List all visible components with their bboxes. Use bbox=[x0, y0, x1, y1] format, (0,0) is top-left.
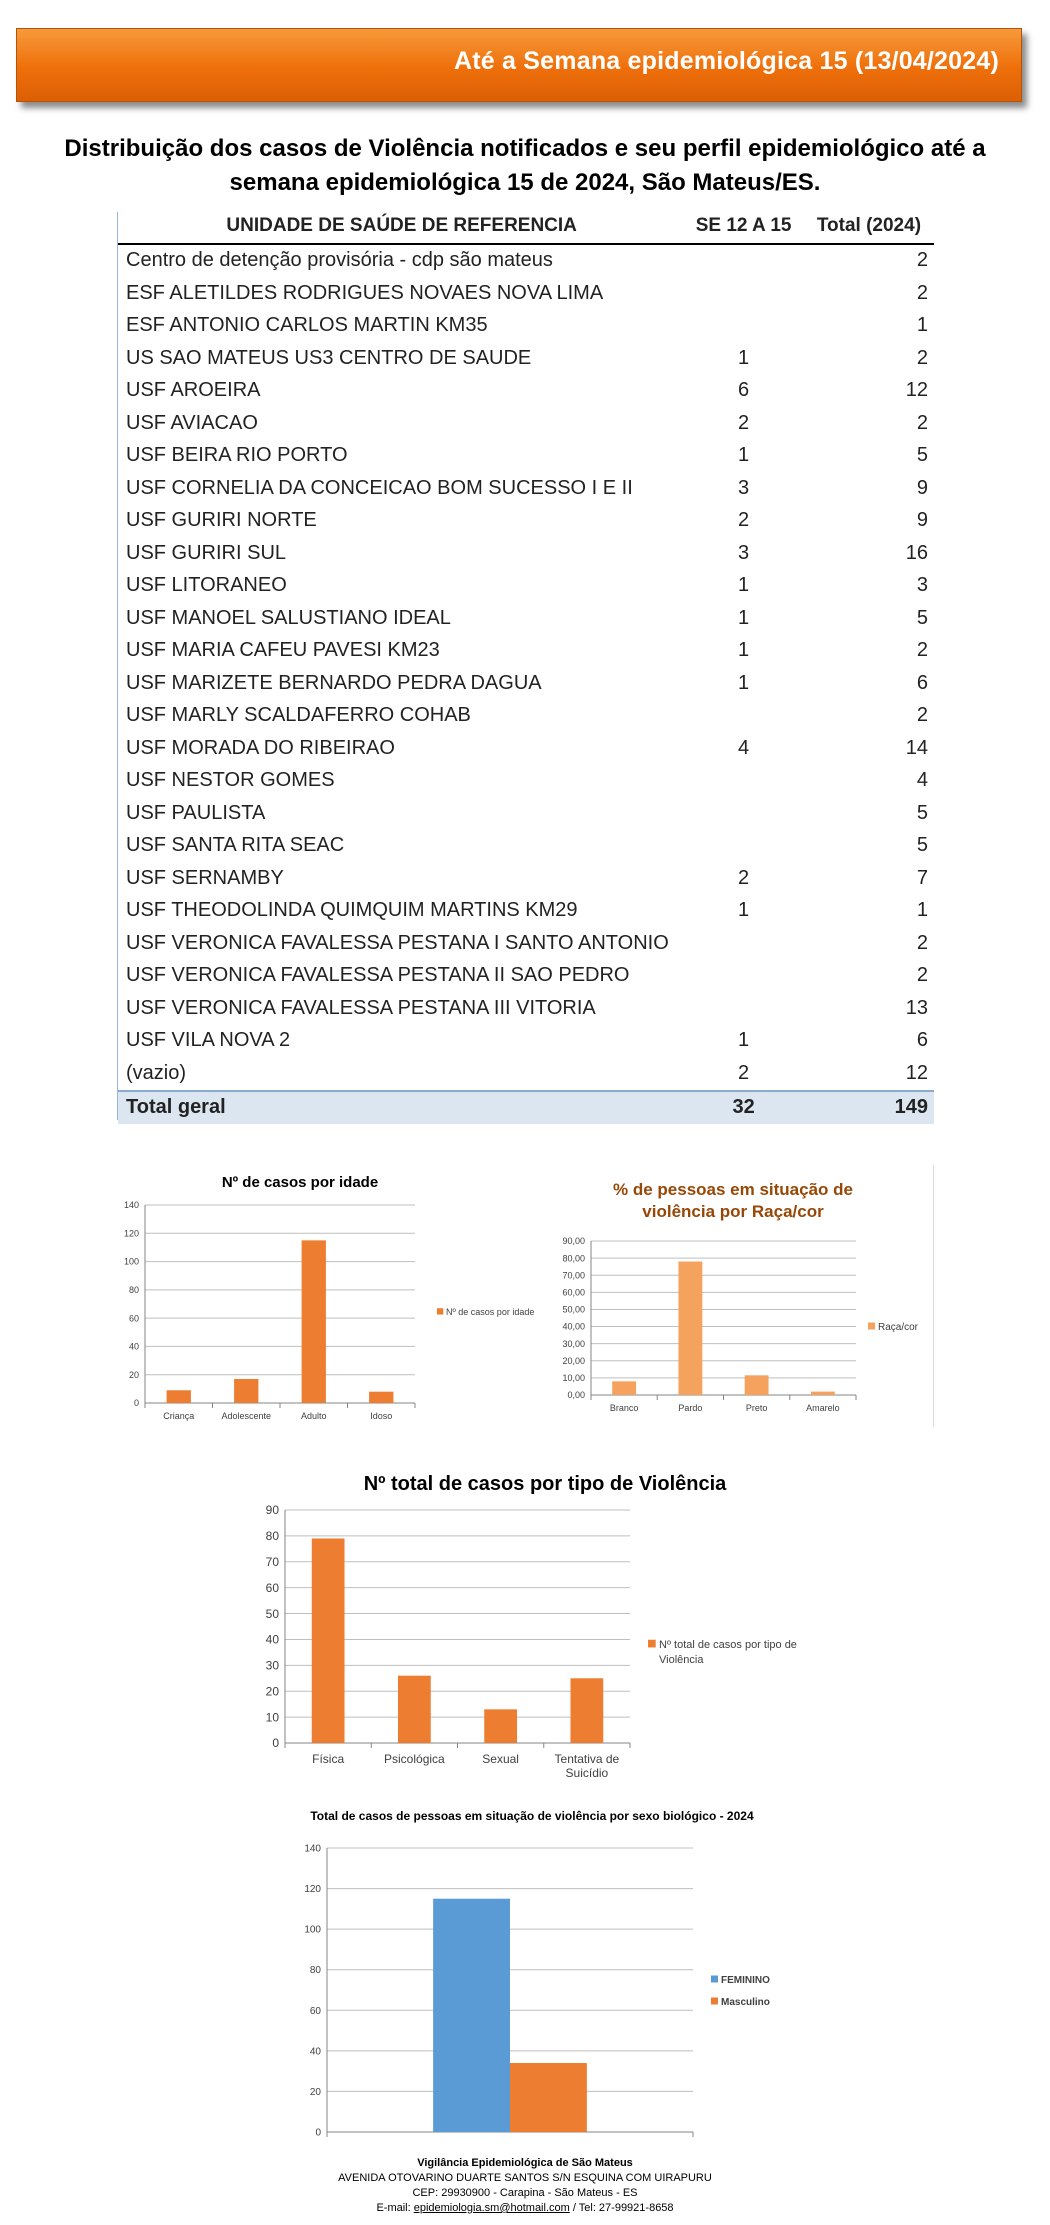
cell-unit: USF VILA NOVA 2 bbox=[126, 1029, 291, 1052]
footer-org: Vigilância Epidemiológica de São Mateus bbox=[417, 2157, 633, 2169]
cell-unit: USF LITORANEO bbox=[126, 574, 287, 597]
table-row bbox=[118, 342, 934, 375]
type-chart-panel bbox=[225, 1460, 825, 1790]
chart-title: % de pessoas em situação de violência por Raça/cor bbox=[613, 1180, 853, 1221]
cell-unit: USF VERONICA FAVALESSA PESTANA II SAO PEDRO bbox=[126, 964, 630, 987]
footer bbox=[0, 2156, 1050, 2216]
sex-chart-panel bbox=[270, 1800, 790, 2150]
cell-se: 2 bbox=[738, 411, 750, 434]
chart-title: Nº de casos por idade bbox=[221, 1174, 379, 1191]
y-tick-label: 30,00 bbox=[562, 1338, 585, 1349]
bar bbox=[433, 1899, 510, 2132]
cell-se bbox=[683, 830, 804, 863]
table-row bbox=[118, 570, 934, 603]
cell-total: 1 bbox=[916, 899, 928, 922]
table-row bbox=[118, 1025, 934, 1058]
cell-se bbox=[683, 700, 804, 733]
cell-se bbox=[683, 797, 804, 830]
cell-total: 5 bbox=[916, 444, 928, 467]
chart-title: Total de casos de pessoas em situação de violência por sexo biológico - 2024 bbox=[310, 1809, 754, 1823]
age-bar-chart bbox=[115, 1165, 548, 1427]
table-row bbox=[118, 732, 934, 765]
sex-bar-chart bbox=[270, 1800, 790, 2150]
col-header-unit: UNIDADE DE SAÚDE DE REFERENCIA bbox=[118, 210, 683, 244]
chart-title: Nº total de casos por tipo de Violência bbox=[363, 1473, 727, 1495]
footer-contact bbox=[0, 2201, 1050, 2216]
cell-total: 16 bbox=[905, 541, 928, 564]
y-tick-label: 120 bbox=[123, 1228, 139, 1239]
bar bbox=[234, 1379, 258, 1403]
y-tick-label: 20 bbox=[309, 2086, 321, 2098]
cell-se bbox=[683, 765, 804, 798]
y-tick-label: 100 bbox=[304, 1924, 321, 1936]
y-tick-label: 40,00 bbox=[562, 1321, 585, 1332]
bar bbox=[612, 1381, 636, 1395]
cell-unit: USF NESTOR GOMES bbox=[126, 769, 335, 792]
y-tick-label: 120 bbox=[304, 1884, 321, 1896]
cell-unit: USF AROEIRA bbox=[126, 379, 261, 402]
cell-unit: USF GURIRI NORTE bbox=[126, 509, 317, 532]
cell-total: 2 bbox=[916, 411, 928, 434]
cell-total: 2 bbox=[916, 249, 928, 272]
cell-unit: USF PAULISTA bbox=[126, 801, 266, 824]
cell-total: 12 bbox=[905, 1061, 928, 1084]
cell-unit: USF VERONICA FAVALESSA PESTANA III VITORIA bbox=[126, 996, 596, 1019]
table-row bbox=[118, 960, 934, 993]
cell-se: 3 bbox=[738, 541, 750, 564]
race-bar-chart bbox=[548, 1165, 933, 1427]
cell-total: 5 bbox=[916, 801, 928, 824]
legend-swatch bbox=[437, 1308, 443, 1314]
bar bbox=[312, 1538, 345, 1743]
legend-label: Masculino bbox=[721, 1997, 770, 2008]
cell-se: 1 bbox=[738, 444, 750, 467]
y-tick-label: 80 bbox=[128, 1285, 139, 1296]
x-tick-label: Pardo bbox=[678, 1403, 703, 1413]
y-tick-label: 90,00 bbox=[562, 1236, 585, 1247]
table-total-row bbox=[118, 1091, 934, 1125]
cell-total: 5 bbox=[916, 834, 928, 857]
cell-total: 2 bbox=[916, 639, 928, 662]
y-tick-label: 40 bbox=[265, 1632, 279, 1647]
table-header-row bbox=[118, 210, 934, 244]
table-row bbox=[118, 700, 934, 733]
cell-unit: USF VERONICA FAVALESSA PESTANA I SANTO ANTONIO bbox=[126, 931, 669, 954]
legend-swatch bbox=[868, 1323, 875, 1330]
cell-unit: Centro de detenção provisória - cdp são mateus bbox=[126, 249, 553, 272]
cell-unit: USF SANTA RITA SEAC bbox=[126, 834, 345, 857]
cell-unit: ESF ANTONIO CARLOS MARTIN KM35 bbox=[126, 314, 488, 337]
cell-se: 1 bbox=[738, 899, 750, 922]
cell-total: 12 bbox=[905, 379, 928, 402]
legend-label: Raça/cor bbox=[878, 1322, 919, 1333]
cell-se: 1 bbox=[738, 639, 750, 662]
legend-label: Nº total de casos por tipo de Violência bbox=[659, 1639, 797, 1666]
header-banner bbox=[16, 28, 1022, 102]
x-tick-label: Adulto bbox=[300, 1411, 327, 1421]
legend-swatch bbox=[711, 1976, 718, 1983]
cell-total: 2 bbox=[916, 704, 928, 727]
y-tick-label: 60,00 bbox=[562, 1287, 585, 1298]
y-tick-label: 80,00 bbox=[562, 1253, 585, 1264]
cell-se: 1 bbox=[738, 606, 750, 629]
table-row bbox=[118, 830, 934, 863]
cell-unit: USF THEODOLINDA QUIMQUIM MARTINS KM29 bbox=[126, 899, 578, 922]
y-tick-label: 60 bbox=[128, 1313, 139, 1324]
y-tick-label: 140 bbox=[123, 1200, 139, 1211]
y-tick-label: 80 bbox=[309, 1965, 321, 1977]
total-label: Total geral bbox=[118, 1091, 683, 1125]
cell-se: 3 bbox=[738, 476, 750, 499]
y-tick-label: 20 bbox=[265, 1684, 279, 1699]
cell-se bbox=[683, 277, 804, 310]
bar bbox=[369, 1392, 393, 1403]
table-row bbox=[118, 472, 934, 505]
cell-total: 6 bbox=[916, 1029, 928, 1052]
cell-unit: ESF ALETILDES RODRIGUES NOVAES NOVA LIMA bbox=[126, 281, 604, 304]
document-title: Distribuição dos casos de Violência notificados e seu perfil epidemiológico até a semana epidemiológica 15 de 2024, São Mateus/ES. bbox=[64, 135, 986, 196]
y-tick-label: 60 bbox=[309, 2005, 321, 2017]
footer-address: AVENIDA OTOVARINO DUARTE SANTOS S/N ESQUINA COM UIRAPURU bbox=[338, 2172, 712, 2184]
cell-total: 9 bbox=[916, 476, 928, 499]
table-row bbox=[118, 765, 934, 798]
y-tick-label: 30 bbox=[265, 1658, 279, 1673]
y-tick-label: 20,00 bbox=[562, 1355, 585, 1366]
legend-label: Nº de casos por idade bbox=[446, 1307, 535, 1317]
cell-se: 1 bbox=[738, 671, 750, 694]
y-tick-label: 80 bbox=[265, 1529, 279, 1544]
footer-cep: CEP: 29930900 - Carapina - São Mateus - ES bbox=[412, 2187, 638, 2199]
table-row bbox=[118, 992, 934, 1025]
cell-total: 9 bbox=[916, 509, 928, 532]
table-row bbox=[118, 1057, 934, 1091]
footer-email-link[interactable]: epidemiologia.sm@hotmail.com bbox=[413, 2202, 570, 2214]
bar bbox=[302, 1240, 326, 1403]
table-row bbox=[118, 602, 934, 635]
legend-label: FEMININO bbox=[721, 1975, 770, 1986]
cell-unit: USF SERNAMBY bbox=[126, 866, 284, 889]
cell-total: 4 bbox=[916, 769, 928, 792]
footer-email-prefix: E-mail: bbox=[376, 2202, 414, 2214]
cell-se bbox=[683, 960, 804, 993]
y-tick-label: 10 bbox=[265, 1710, 279, 1725]
table-row bbox=[118, 862, 934, 895]
table-row bbox=[118, 277, 934, 310]
y-tick-label: 100 bbox=[123, 1256, 139, 1267]
cell-unit: USF MANOEL SALUSTIANO IDEAL bbox=[126, 606, 451, 629]
table-row bbox=[118, 635, 934, 668]
total-se: 32 bbox=[683, 1091, 804, 1125]
cell-unit: USF AVIACAO bbox=[126, 411, 258, 434]
cell-total: 2 bbox=[916, 346, 928, 369]
total-value: 149 bbox=[804, 1091, 934, 1125]
cell-unit: US SAO MATEUS US3 CENTRO DE SAUDE bbox=[126, 346, 532, 369]
cell-se: 2 bbox=[738, 509, 750, 532]
cell-total: 7 bbox=[916, 866, 928, 889]
y-tick-label: 140 bbox=[304, 1843, 321, 1855]
cell-se bbox=[683, 992, 804, 1025]
y-tick-label: 40 bbox=[128, 1341, 139, 1352]
cell-total: 2 bbox=[916, 281, 928, 304]
cell-se bbox=[683, 927, 804, 960]
violence-type-bar-chart bbox=[225, 1460, 825, 1790]
cell-total: 2 bbox=[916, 964, 928, 987]
cell-total: 13 bbox=[905, 996, 928, 1019]
x-tick-label: Sexual bbox=[482, 1752, 519, 1766]
cell-total: 6 bbox=[916, 671, 928, 694]
y-tick-label: 0 bbox=[133, 1398, 139, 1409]
cell-se bbox=[683, 244, 804, 278]
cases-by-unit-table bbox=[118, 210, 934, 1124]
cell-total: 3 bbox=[916, 574, 928, 597]
bar bbox=[811, 1392, 835, 1395]
cell-total: 5 bbox=[916, 606, 928, 629]
x-tick-label: Psicológica bbox=[384, 1752, 445, 1766]
cell-unit: USF CORNELIA DA CONCEICAO BOM SUCESSO I E II bbox=[126, 476, 633, 499]
cell-total: 1 bbox=[916, 314, 928, 337]
cell-unit: USF GURIRI SUL bbox=[126, 541, 287, 564]
y-tick-label: 70 bbox=[265, 1554, 279, 1569]
table-row bbox=[118, 927, 934, 960]
col-header-total: Total (2024) bbox=[804, 210, 934, 244]
cell-se bbox=[683, 310, 804, 343]
bar bbox=[510, 2063, 587, 2132]
cell-se: 1 bbox=[738, 1029, 750, 1052]
table-row bbox=[118, 310, 934, 343]
y-tick-label: 90 bbox=[265, 1503, 279, 1518]
bar bbox=[484, 1709, 517, 1743]
y-tick-label: 40 bbox=[309, 2046, 321, 2058]
x-tick-label: Tentativa de Suicídio bbox=[554, 1752, 620, 1780]
table-row bbox=[118, 895, 934, 928]
race-chart-panel bbox=[548, 1165, 934, 1427]
cell-se: 1 bbox=[738, 574, 750, 597]
table-row bbox=[118, 244, 934, 278]
y-tick-label: 20 bbox=[128, 1369, 139, 1380]
x-tick-label: Branco bbox=[609, 1403, 639, 1413]
cell-se: 1 bbox=[738, 346, 750, 369]
col-header-se: SE 12 A 15 bbox=[683, 210, 804, 244]
table-row bbox=[118, 440, 934, 473]
y-tick-label: 50,00 bbox=[562, 1304, 585, 1315]
table-row bbox=[118, 407, 934, 440]
x-tick-label: Física bbox=[312, 1752, 345, 1766]
bar bbox=[167, 1390, 191, 1403]
cell-se: 6 bbox=[738, 379, 750, 402]
banner-text: Até a Semana epidemiológica 15 (13/04/2024) bbox=[454, 47, 999, 75]
cell-unit: USF BEIRA RIO PORTO bbox=[126, 444, 348, 467]
table-row bbox=[118, 667, 934, 700]
y-tick-label: 0 bbox=[315, 2127, 321, 2139]
cell-unit: USF MARLY SCALDAFERRO COHAB bbox=[126, 704, 471, 727]
cell-unit: USF MARIA CAFEU PAVESI KM23 bbox=[126, 639, 440, 662]
cell-unit: USF MORADA DO RIBEIRAO bbox=[126, 736, 395, 759]
x-tick-label: Idoso bbox=[370, 1411, 393, 1421]
y-tick-label: 10,00 bbox=[562, 1373, 585, 1384]
footer-phone: / Tel: 27-99921-8658 bbox=[569, 2202, 674, 2214]
legend-swatch bbox=[648, 1640, 656, 1648]
table-row bbox=[118, 375, 934, 408]
x-tick-label: Adolescente bbox=[221, 1411, 272, 1421]
cell-se: 4 bbox=[738, 736, 750, 759]
table-row bbox=[118, 505, 934, 538]
legend-swatch bbox=[711, 1998, 718, 2005]
table-row bbox=[118, 537, 934, 570]
y-tick-label: 60 bbox=[265, 1580, 279, 1595]
x-tick-label: Criança bbox=[163, 1411, 195, 1421]
cell-se: 2 bbox=[738, 866, 750, 889]
cell-se: 2 bbox=[738, 1061, 750, 1084]
y-tick-label: 70,00 bbox=[562, 1270, 585, 1281]
bar bbox=[745, 1375, 769, 1395]
age-chart-panel bbox=[115, 1165, 548, 1427]
table-row bbox=[118, 797, 934, 830]
bar bbox=[570, 1678, 603, 1743]
bar bbox=[678, 1262, 702, 1395]
x-tick-label: Preto bbox=[745, 1403, 768, 1413]
cell-unit: USF MARIZETE BERNARDO PEDRA DAGUA bbox=[126, 671, 542, 694]
x-tick-label: Amarelo bbox=[806, 1403, 840, 1413]
cell-total: 2 bbox=[916, 931, 928, 954]
cell-total: 14 bbox=[905, 736, 928, 759]
bar bbox=[398, 1676, 431, 1743]
cell-unit: (vazio) bbox=[126, 1061, 187, 1084]
y-tick-label: 0,00 bbox=[567, 1390, 585, 1401]
y-tick-label: 0 bbox=[272, 1736, 279, 1751]
y-tick-label: 50 bbox=[265, 1606, 279, 1621]
